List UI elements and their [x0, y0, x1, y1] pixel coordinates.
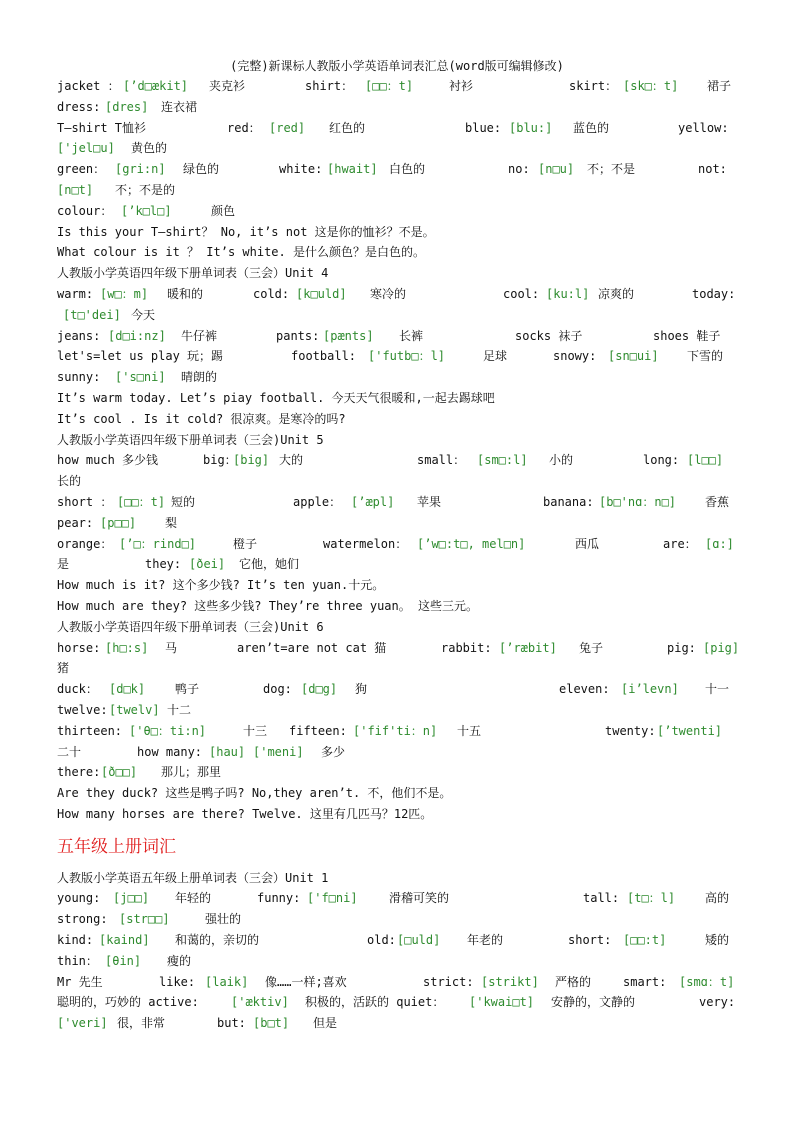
text-line: [57, 742, 737, 763]
word-text: jeans:: [57, 328, 101, 343]
word-text: 蓝色的: [573, 120, 610, 135]
word-text: 聪明的，巧妙的 active:: [57, 995, 199, 1010]
text-line: [57, 430, 737, 451]
text-line: [57, 804, 737, 825]
phonetic-text: [’d□ækit]: [123, 79, 189, 93]
word-text: 短的: [171, 494, 196, 509]
grade5-vocabulary-block: [57, 868, 737, 1034]
phonetic-text: [red]: [269, 120, 306, 135]
phonetic-text: [sk□：t]: [623, 79, 679, 93]
word-text: socks 袜子: [515, 328, 583, 343]
word-text: 滑稽可笑的: [389, 891, 450, 906]
word-text: 兔子: [579, 640, 604, 655]
word-text: young:: [57, 891, 101, 906]
text-line: [57, 367, 737, 388]
text-line: [57, 721, 737, 742]
word-text: 今天: [131, 307, 156, 322]
word-text: 牛仔裤: [181, 328, 218, 343]
text-line: [57, 534, 737, 555]
word-text: 十二: [167, 702, 192, 717]
word-text: dog:: [263, 682, 292, 697]
phonetic-text: [dres]: [105, 99, 149, 114]
word-text: 它他，她们: [239, 557, 300, 572]
phonetic-text: [ð□□]: [101, 765, 138, 780]
text-line: [57, 513, 737, 534]
word-text: 小的: [549, 453, 574, 468]
phonetic-text: ['futb□：l]: [368, 349, 446, 364]
word-text: shirt：: [305, 79, 354, 93]
word-text: 猪: [57, 661, 70, 676]
word-text: 年老的: [467, 933, 504, 948]
word-text: 高的: [705, 891, 730, 906]
word-text: colour：: [57, 203, 113, 218]
word-text: 马: [165, 640, 178, 655]
word-text: 十一: [705, 682, 730, 697]
word-text: 橙子: [233, 536, 258, 551]
word-text: 红色的: [329, 120, 366, 135]
word-text: 白色的: [389, 162, 426, 177]
word-text: Are they duck? 这些是鸭子吗? No,they aren’t. 不，他们不是。: [57, 786, 452, 801]
phonetic-text: [n□u]: [538, 162, 575, 177]
phonetic-text: [hau]: [209, 744, 246, 759]
word-text: 足球: [483, 349, 508, 364]
text-line: [57, 909, 737, 930]
word-text: old:: [367, 933, 396, 948]
word-text: banana:: [543, 494, 594, 509]
text-line: [57, 97, 737, 118]
word-text: 强壮的: [205, 912, 242, 927]
phonetic-text: [blu:]: [509, 120, 553, 135]
word-text: pig:: [667, 640, 696, 655]
word-text: How much are they? 这些多少钱? They’re three yuan。 这些三元。: [57, 598, 478, 613]
word-text: T—shirt T恤衫: [57, 120, 147, 135]
phonetic-text: [□□：t]: [365, 79, 414, 93]
word-text: 下雪的: [687, 349, 724, 364]
word-text: horse:: [57, 640, 101, 655]
word-text: 连衣裙: [161, 99, 198, 114]
word-text: big：: [203, 453, 237, 468]
word-text: 苹果: [417, 494, 442, 509]
word-text: 夹克衫: [209, 79, 246, 93]
word-text: like:: [159, 974, 196, 989]
word-text: warm:: [57, 286, 94, 301]
word-text: 矮的: [705, 933, 730, 948]
word-text: 暖和的: [167, 286, 204, 301]
phonetic-text: ['kwai□t]: [469, 995, 535, 1010]
text-line: [57, 992, 737, 1013]
phonetic-text: [t□'dei]: [63, 307, 121, 322]
phonetic-text: [pig]: [703, 640, 740, 655]
word-text: 人教版小学英语五年级上册单词表（三会）Unit 1: [57, 870, 329, 885]
text-line: [57, 888, 737, 909]
word-text: 衬衫: [449, 79, 474, 93]
phonetic-text: [θin]: [105, 953, 142, 968]
word-text: pear:: [57, 515, 94, 530]
text-line: [57, 700, 737, 721]
text-line: [57, 492, 737, 513]
text-line: [57, 596, 737, 617]
phonetic-text: ['veri]: [57, 1016, 108, 1031]
text-line: [57, 1013, 737, 1034]
document-body: [57, 76, 740, 1034]
text-line: [57, 638, 740, 659]
word-text: eleven:: [559, 682, 610, 697]
word-text: long:: [643, 453, 680, 468]
word-text: how many:: [137, 744, 203, 759]
text-line: [57, 471, 737, 492]
word-text: 和蔼的，亲切的: [175, 933, 260, 948]
text-line: [57, 679, 737, 700]
word-text: fifteen:: [289, 723, 347, 738]
word-text: 黄色的: [131, 141, 168, 156]
word-text: 狗: [355, 682, 368, 697]
phonetic-text: [str□□]: [119, 912, 170, 927]
word-text: short ：: [57, 494, 113, 509]
section-heading: 五年级上册词汇: [57, 836, 176, 857]
word-text: how much 多少钱: [57, 453, 159, 468]
word-text: not:: [698, 162, 727, 177]
phonetic-text: [twelv]: [109, 702, 160, 717]
word-text: jacket ：: [57, 79, 120, 93]
word-text: 长裤: [399, 328, 424, 343]
phonetic-text: [hwait]: [327, 162, 378, 177]
word-text: 大的: [279, 453, 304, 468]
word-text: dress:: [57, 99, 101, 114]
word-text: 十五: [457, 723, 482, 738]
word-text: small：: [417, 453, 466, 468]
word-text: twelve:: [57, 702, 108, 717]
phonetic-text: [d□k]: [109, 682, 146, 697]
word-text: 积极的，活跃的 quiet：: [305, 995, 445, 1010]
text-line: [57, 180, 737, 201]
text-line: [57, 201, 737, 222]
word-text: 多少: [321, 744, 346, 759]
word-text: orange：: [57, 536, 113, 551]
word-text: Mr 先生: [57, 974, 103, 989]
text-line: [57, 242, 737, 263]
word-text: strong:: [57, 912, 108, 927]
word-text: How much is it? 这个多少钱? It’s ten yuan.十元。: [57, 578, 385, 593]
word-text: 香蕉: [705, 494, 730, 509]
phonetic-text: ['fif'ti：n]: [353, 723, 438, 738]
word-text: sunny:: [57, 370, 101, 385]
phonetic-text: [sn□ui]: [608, 349, 659, 364]
phonetic-text: [’æpl]: [351, 494, 395, 509]
phonetic-text: [strikt]: [481, 974, 539, 989]
word-text: 不；不是的: [115, 182, 176, 197]
phonetic-text: [ɑ:]: [705, 536, 734, 551]
word-text: 人教版小学英语四年级下册单词表（三会)Unit 5: [57, 432, 324, 447]
word-text: apple：: [293, 494, 342, 509]
word-text: twenty:: [605, 723, 656, 738]
word-text: watermelon：: [323, 536, 408, 551]
word-text: green：: [57, 162, 106, 177]
word-text: kind:: [57, 933, 94, 948]
phonetic-text: [sm□:l]: [477, 453, 528, 468]
word-text: 十三: [243, 723, 268, 738]
phonetic-text: ['θ□：ti:n]: [129, 723, 207, 738]
word-text: Is this your T—shirt？ No, it’s not 这是你的恤衫？不是。: [57, 224, 435, 239]
phonetic-text: [’w□:t□, mel□n]: [417, 536, 526, 551]
word-text: tall:: [583, 891, 620, 906]
phonetic-text: [□□：t]: [117, 494, 166, 509]
text-line: [57, 263, 737, 284]
phonetic-text: [’k□l□]: [121, 203, 172, 218]
word-text: 像……一样;喜欢: [265, 974, 347, 989]
word-text: red：: [227, 120, 261, 135]
word-text: rabbit:: [441, 640, 492, 655]
word-text: 但是: [313, 1016, 338, 1031]
phonetic-text: [t□：l]: [627, 891, 676, 906]
word-text: It’s warm today. Let’s piay football. 今天天气很暖和,一起去踢球吧: [57, 390, 495, 405]
word-text: smart:: [623, 974, 667, 989]
word-text: thin：: [57, 953, 98, 968]
phonetic-text: [kaind]: [99, 933, 150, 948]
word-text: It’s cool . Is it cold? 很凉爽。是寒冷的吗?: [57, 411, 346, 426]
text-line: [57, 575, 737, 596]
word-text: pants:: [276, 328, 320, 343]
phonetic-text: [d□g]: [301, 682, 338, 697]
phonetic-text: [d□i:nz]: [108, 328, 166, 343]
grade4-vocabulary-block: [57, 76, 740, 825]
text-line: [57, 554, 737, 575]
phonetic-text: [w□：m]: [100, 286, 149, 301]
phonetic-text: [b□'nɑ：n□]: [599, 494, 677, 509]
word-text: 瘦的: [167, 953, 192, 968]
word-text: but:: [217, 1016, 246, 1031]
word-text: snowy:: [553, 349, 597, 364]
text-line: [57, 450, 737, 471]
text-line: [57, 326, 737, 347]
word-text: aren’t=are not cat 猫: [237, 640, 387, 655]
text-line: [57, 284, 737, 305]
text-line: [57, 783, 737, 804]
word-text: short:: [568, 933, 612, 948]
word-text: 年轻的: [175, 891, 212, 906]
phonetic-text: [laik]: [205, 974, 249, 989]
word-text: 鸭子: [175, 682, 200, 697]
word-text: 人教版小学英语四年级下册单词表（三会）Unit 4: [57, 266, 329, 281]
word-text: 凉爽的: [598, 286, 635, 301]
text-line: [57, 159, 737, 180]
word-text: thirteen:: [57, 723, 123, 738]
word-text: 绿色的: [183, 162, 220, 177]
word-text: 长的: [57, 474, 82, 489]
word-text: they:: [145, 557, 182, 572]
text-line: [57, 930, 737, 951]
word-text: 很，非常: [117, 1016, 166, 1031]
phonetic-text: ['f□ni]: [307, 891, 358, 906]
word-text: duck：: [57, 682, 98, 697]
phonetic-text: [big]: [233, 453, 270, 468]
phonetic-text: [pænts]: [323, 328, 374, 343]
phonetic-text: [k□uld]: [296, 286, 347, 301]
word-text: 那儿；那里: [161, 765, 222, 780]
phonetic-text: [n□t]: [57, 182, 94, 197]
text-line: [57, 951, 737, 972]
phonetic-text: [□□:t]: [623, 933, 667, 948]
text-line: [57, 762, 737, 783]
word-text: 寒冷的: [370, 286, 407, 301]
text-line: [57, 868, 737, 889]
phonetic-text: [□uld]: [397, 933, 441, 948]
phonetic-text: [gri:n]: [115, 162, 166, 177]
word-text: let's=let us play 玩；踢: [57, 349, 224, 364]
text-line: [57, 409, 737, 430]
word-text: 严格的: [555, 974, 592, 989]
word-text: yellow:: [678, 120, 729, 135]
phonetic-text: ['jel□u]: [57, 141, 115, 156]
text-line: [57, 305, 737, 326]
word-text: 二十: [57, 744, 82, 759]
word-text: 梨: [165, 515, 178, 530]
phonetic-text: ['meni]: [253, 744, 304, 759]
word-text: 颜色: [211, 203, 236, 218]
phonetic-text: [p□□]: [100, 515, 137, 530]
word-text: 人教版小学英语四年级下册单词表（三会)Unit 6: [57, 619, 324, 634]
phonetic-text: [h□:s]: [105, 640, 149, 655]
phonetic-text: [’□：rind□]: [119, 536, 197, 551]
text-line: [57, 118, 737, 139]
word-text: 安静的，文静的: [551, 995, 636, 1010]
phonetic-text: [i’levn]: [621, 682, 679, 697]
word-text: 晴朗的: [181, 370, 218, 385]
word-text: 西瓜: [575, 536, 600, 551]
phonetic-text: [j□□]: [113, 891, 150, 906]
text-line: [57, 346, 737, 367]
text-line: [57, 617, 737, 638]
word-text: very:: [699, 995, 736, 1010]
word-text: skirt：: [569, 79, 618, 93]
word-text: cool:: [503, 286, 540, 301]
word-text: 不；不是: [587, 162, 636, 177]
word-text: shoes 鞋子: [653, 328, 721, 343]
word-text: today:: [692, 286, 736, 301]
word-text: 裙子: [707, 79, 732, 93]
word-text: cold:: [253, 286, 290, 301]
phonetic-text: [l□□]: [687, 453, 724, 468]
word-text: white:: [279, 162, 323, 177]
phonetic-text: ['s□ni]: [115, 370, 166, 385]
text-line: [57, 388, 737, 409]
page-title: (完整)新课标人教版小学英语单词表汇总(word版可编辑修改): [230, 59, 564, 73]
text-line: [57, 76, 737, 97]
word-text: 是: [57, 557, 70, 572]
word-text: blue:: [465, 120, 502, 135]
phonetic-text: [b□t]: [253, 1016, 290, 1031]
word-text: there:: [57, 765, 101, 780]
phonetic-text: ['æktiv]: [231, 995, 289, 1010]
word-text: are：: [663, 536, 697, 551]
word-text: strict:: [423, 974, 474, 989]
phonetic-text: [’ræbit]: [499, 640, 557, 655]
text-line: [57, 222, 737, 243]
word-text: How many horses are there? Twelve. 这里有几匹马？12匹。: [57, 806, 433, 821]
phonetic-text: [’twenti]: [657, 723, 723, 738]
word-text: football:: [291, 349, 357, 364]
text-line: [57, 138, 737, 159]
word-text: funny:: [257, 891, 301, 906]
phonetic-text: [ku:l]: [546, 286, 590, 301]
phonetic-text: [ðei]: [189, 557, 226, 572]
phonetic-text: [smɑ：t]: [679, 974, 735, 989]
text-line: [57, 658, 737, 679]
word-text: no:: [508, 162, 530, 177]
text-line: [57, 972, 737, 993]
word-text: What colour is it ？ It’s white. 是什么颜色？是白色的。: [57, 245, 425, 260]
